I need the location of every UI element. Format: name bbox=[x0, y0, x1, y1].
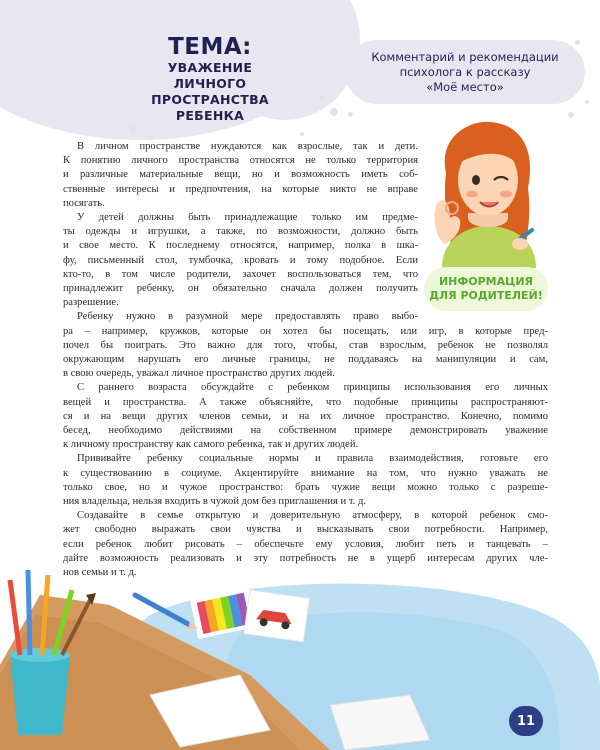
text-line: только свое, но и чужое пространство: брать чужие вещи можно только с разреше- bbox=[63, 481, 548, 493]
topic-line: ЛИЧНОГО ПРОСТРАНСТВА bbox=[151, 76, 269, 107]
text-line: в свою очередь, уважал личное пространство других людей. bbox=[63, 368, 335, 380]
text-line: нов семьи и т. д. bbox=[63, 567, 137, 579]
text-line: к существованию в социуме. Акцентируйте внимание на том, что нужно уважать не bbox=[63, 467, 548, 479]
bubble-dot bbox=[330, 108, 338, 116]
text-line: дайте возможность реализовать и эту потребность не в ущерб интересам других чле- bbox=[63, 552, 548, 564]
text-line: ты одежды и игрушки, а также, по возможности, должно быть bbox=[63, 226, 418, 238]
text-line: Прививайте ребенку социальные нормы и правила взаимодействия, готовьте его bbox=[77, 453, 548, 465]
article-body bbox=[63, 140, 548, 580]
topic-line: РЕБЕНКА bbox=[175, 108, 245, 123]
text-line: Создавайте в семье открытую и доверительную атмосферу, в которой ребенок смо- bbox=[77, 510, 548, 522]
comment-line: «Моё место» bbox=[426, 79, 504, 94]
topic-title bbox=[115, 34, 305, 124]
text-line: бесед, необходимо действиями на собственном примере демонстрировать уважение bbox=[63, 425, 548, 437]
comment-line: психолога к рассказу bbox=[399, 64, 531, 79]
bubble-dot bbox=[348, 112, 353, 117]
text-line: и различные материальные вещи, но и возможность иметь соб- bbox=[63, 169, 418, 181]
text-line: посягать. bbox=[63, 197, 105, 209]
text-line: ся и на вещи других членов семьи, и на их личное пространство. Конечно, помимо bbox=[63, 410, 548, 422]
text-line: Ребенку нужно в разумной мере предоставлять право выбо- bbox=[77, 311, 418, 323]
text-line: кто-то, в том числе родители, захочет воспользоваться тем, что bbox=[63, 268, 418, 280]
text-line: фу, письменный стол, тумбочка, кровать и тому подобное. Если bbox=[63, 254, 418, 266]
text-line: К понятию личного пространства относятся не только территория bbox=[63, 155, 418, 167]
text-line: жет свободно выражать свои чувства и высказывать свои потребности. Например, bbox=[63, 524, 548, 536]
bubble-dot bbox=[575, 40, 580, 45]
text-line: если ребенок любит рисовать – обеспечьте ему условия, любит петь и танцевать – bbox=[63, 538, 548, 550]
bubble-dot bbox=[300, 132, 304, 136]
page-number: 11 bbox=[509, 706, 543, 736]
text-line: разрешение. bbox=[63, 297, 119, 309]
bubble-dot bbox=[568, 112, 574, 118]
topic-word: ТЕМА: bbox=[168, 34, 252, 60]
comment-line: Комментарий и рекомендации bbox=[371, 49, 559, 64]
badge-line: ДЛЯ РОДИТЕЛЕЙ! bbox=[429, 289, 543, 302]
bubble-dot bbox=[130, 126, 136, 132]
text-line: У детей должны быть принадлежащие только им предме- bbox=[77, 212, 418, 224]
bubble-dot bbox=[320, 96, 325, 101]
text-line: С раннего возраста обсуждайте с ребенком принципы использования его личных bbox=[77, 382, 548, 394]
text-line: и свое место. К последнему относятся, например, полка в шка- bbox=[63, 240, 418, 252]
topic-line: УВАЖЕНИЕ bbox=[167, 60, 253, 75]
text-line: ния владельца, нельзя входить в чужой дом без приглашения и т. д. bbox=[63, 496, 367, 508]
text-line: принадлежит ребенку, он обязательно сначала должен получить bbox=[63, 283, 418, 295]
bubble-dot bbox=[585, 100, 589, 104]
text-line: ственные интересы и предпочтения, на которые никто не вправе bbox=[63, 183, 418, 195]
text-line: окружающим нарушать его личные границы, не поддаваясь на манипуляции и сам, bbox=[63, 354, 548, 366]
text-line: к личному пространству как самого ребенка, так и других людей. bbox=[63, 439, 359, 451]
badge-line: ИНФОРМАЦИЯ bbox=[438, 275, 534, 288]
psychologist-comment-bubble bbox=[345, 40, 585, 104]
text-line: вещей и пространства. А также объясняйте, что подобные принципы распространяют- bbox=[63, 396, 548, 408]
text-line: почел бы поиграть. Это важно для того, чтобы, став взрослым, ребенок не позволял bbox=[63, 339, 548, 351]
text-line: В личном пространстве нуждаются как взрослые, так и дети. bbox=[77, 141, 418, 152]
text-line: ра – например, кружков, которые он хотел бы посещать, или игр, в которые пред- bbox=[63, 325, 548, 337]
